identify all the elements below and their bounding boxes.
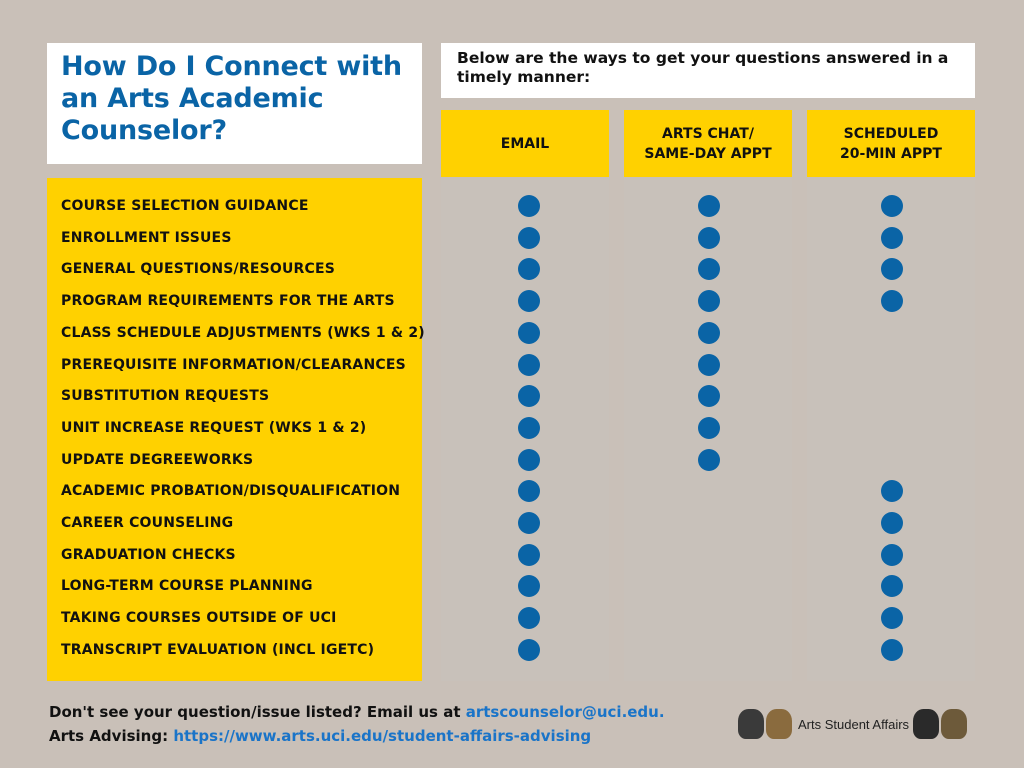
intro-text: Below are the ways to get your questions answered in a timely manner:	[457, 49, 949, 86]
arts-student-affairs-logo	[738, 706, 970, 742]
column-header-line1: SCHEDULED	[843, 125, 939, 142]
availability-dot	[518, 195, 540, 217]
topic-label: SUBSTITUTION REQUESTS	[61, 388, 270, 405]
topic-label: TAKING COURSES OUTSIDE OF UCI	[61, 610, 337, 627]
availability-dot	[518, 227, 540, 249]
availability-dot	[881, 290, 903, 312]
column-header-arts-chat	[624, 110, 792, 177]
topic-label: CAREER COUNSELING	[61, 515, 234, 531]
availability-dot	[518, 639, 540, 661]
topic-label: TRANSCRIPT EVALUATION (INCL IGETC)	[61, 641, 375, 658]
topic-label: COURSE SELECTION GUIDANCE	[61, 198, 309, 214]
mascot-icon	[941, 709, 967, 739]
topic-label: GRADUATION CHECKS	[61, 546, 236, 563]
mascot-icon	[738, 709, 764, 739]
availability-dot	[518, 607, 540, 629]
availability-dot	[518, 290, 540, 312]
availability-dot	[698, 227, 720, 249]
intro-box	[441, 43, 975, 98]
footer-text: Don't see your question/issue listed? Email us at	[49, 703, 466, 721]
column-body-scheduled	[807, 178, 975, 681]
availability-dot	[518, 449, 540, 471]
footer-text: Arts Advising:	[49, 727, 174, 745]
footer-line-2	[49, 726, 591, 746]
availability-dot	[698, 290, 720, 312]
mascot-icon	[766, 709, 792, 739]
column-header-line1: EMAIL	[500, 135, 550, 152]
availability-dot	[698, 449, 720, 471]
availability-dot	[881, 607, 903, 629]
topic-label: UPDATE DEGREEWORKS	[61, 451, 254, 468]
topic-label: UNIT INCREASE REQUEST (WKS 1 & 2)	[61, 419, 367, 436]
topic-label: PREREQUISITE INFORMATION/CLEARANCES	[61, 356, 406, 373]
logo-text: Arts Student Affairs	[798, 716, 910, 732]
availability-dot	[698, 322, 720, 344]
availability-dot	[698, 417, 720, 439]
availability-dot	[881, 544, 903, 566]
topic-label: ACADEMIC PROBATION/DISQUALIFICATION	[61, 483, 401, 500]
availability-dot	[518, 512, 540, 534]
title-box	[47, 43, 422, 164]
mascot-icon	[913, 709, 939, 739]
column-header-line1: ARTS CHAT/	[662, 125, 754, 142]
availability-dot	[518, 544, 540, 566]
availability-dot	[881, 639, 903, 661]
availability-dot	[881, 227, 903, 249]
topic-label: LONG-TERM COURSE PLANNING	[61, 578, 313, 595]
availability-dot	[518, 417, 540, 439]
topic-label: GENERAL QUESTIONS/RESOURCES	[61, 261, 336, 278]
availability-dot	[881, 195, 903, 217]
availability-dot	[698, 354, 720, 376]
availability-dot	[698, 195, 720, 217]
column-header-email	[441, 110, 609, 177]
column-header-line2: SAME-DAY APPT	[644, 145, 772, 162]
column-header-scheduled	[807, 110, 975, 177]
availability-dot	[518, 322, 540, 344]
email-link[interactable]: artscounselor@uci.edu.	[465, 703, 665, 721]
availability-dot	[518, 354, 540, 376]
advising-link[interactable]: https://www.arts.uci.edu/student-affairs-advising	[173, 727, 592, 745]
column-header-line2: 20-MIN APPT	[840, 145, 942, 162]
topic-label: ENROLLMENT ISSUES	[61, 229, 232, 246]
availability-dot	[881, 512, 903, 534]
footer-line-1	[49, 702, 665, 722]
page-title: How Do I Connect with an Arts Academic Counselor?	[61, 51, 402, 146]
topic-label: CLASS SCHEDULE ADJUSTMENTS (WKS 1 & 2)	[61, 324, 425, 341]
topics-panel	[47, 178, 425, 681]
topic-label: PROGRAM REQUIREMENTS FOR THE ARTS	[61, 293, 395, 310]
